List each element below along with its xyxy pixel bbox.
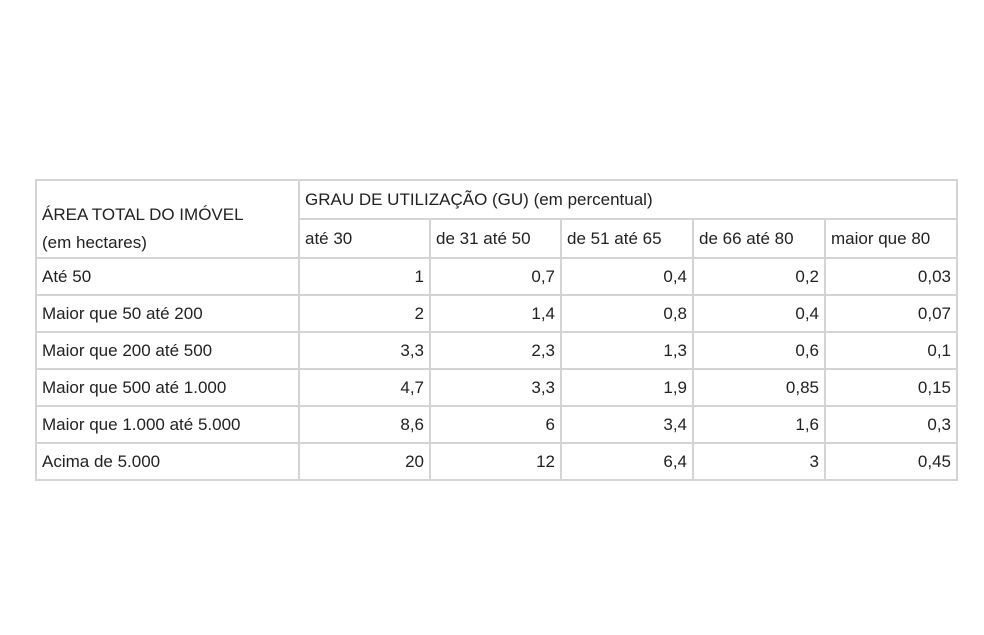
area-header-unit: (em hectares) (42, 233, 147, 252)
table-cell: 0,2 (693, 258, 825, 295)
table-cell: 1,4 (430, 295, 561, 332)
table-row (36, 369, 957, 406)
gu-column-header: até 30 (299, 219, 430, 258)
gu-table (35, 179, 958, 481)
area-header-cell (36, 180, 299, 258)
table-cell: 0,7 (430, 258, 561, 295)
table-cell: 3,3 (299, 332, 430, 369)
row-label: Até 50 (36, 258, 299, 295)
header-row-1 (36, 180, 957, 219)
table-cell: 6 (430, 406, 561, 443)
table-cell: 0,8 (561, 295, 693, 332)
table-cell: 3 (693, 443, 825, 480)
table-cell: 0,4 (693, 295, 825, 332)
table-cell: 2 (299, 295, 430, 332)
table-row (36, 295, 957, 332)
table-cell: 0,3 (825, 406, 957, 443)
table-cell: 0,85 (693, 369, 825, 406)
gu-header-cell: GRAU DE UTILIZAÇÃO (GU) (em percentual) (299, 180, 957, 219)
table-cell: 1,3 (561, 332, 693, 369)
table-cell: 3,3 (430, 369, 561, 406)
table-cell: 8,6 (299, 406, 430, 443)
gu-column-header: de 51 até 65 (561, 219, 693, 258)
table-row (36, 406, 957, 443)
table-cell: 0,15 (825, 369, 957, 406)
table-cell: 1 (299, 258, 430, 295)
row-label: Maior que 500 até 1.000 (36, 369, 299, 406)
table-cell: 0,4 (561, 258, 693, 295)
table-row (36, 443, 957, 480)
table-row (36, 332, 957, 369)
table-cell: 6,4 (561, 443, 693, 480)
row-label: Maior que 50 até 200 (36, 295, 299, 332)
table-cell: 2,3 (430, 332, 561, 369)
table-cell: 12 (430, 443, 561, 480)
gu-column-header: de 31 até 50 (430, 219, 561, 258)
table-cell: 20 (299, 443, 430, 480)
table-cell: 0,03 (825, 258, 957, 295)
table-cell: 0,1 (825, 332, 957, 369)
area-header-title: ÁREA TOTAL DO IMÓVEL (42, 205, 244, 224)
table-row (36, 258, 957, 295)
table-cell: 0,6 (693, 332, 825, 369)
gu-table-container (35, 179, 956, 481)
table-cell: 0,45 (825, 443, 957, 480)
table-cell: 0,07 (825, 295, 957, 332)
table-cell: 1,9 (561, 369, 693, 406)
gu-column-header: de 66 até 80 (693, 219, 825, 258)
table-cell: 3,4 (561, 406, 693, 443)
row-label: Maior que 1.000 até 5.000 (36, 406, 299, 443)
row-label: Maior que 200 até 500 (36, 332, 299, 369)
row-label: Acima de 5.000 (36, 443, 299, 480)
table-cell: 1,6 (693, 406, 825, 443)
table-cell: 4,7 (299, 369, 430, 406)
gu-column-header: maior que 80 (825, 219, 957, 258)
